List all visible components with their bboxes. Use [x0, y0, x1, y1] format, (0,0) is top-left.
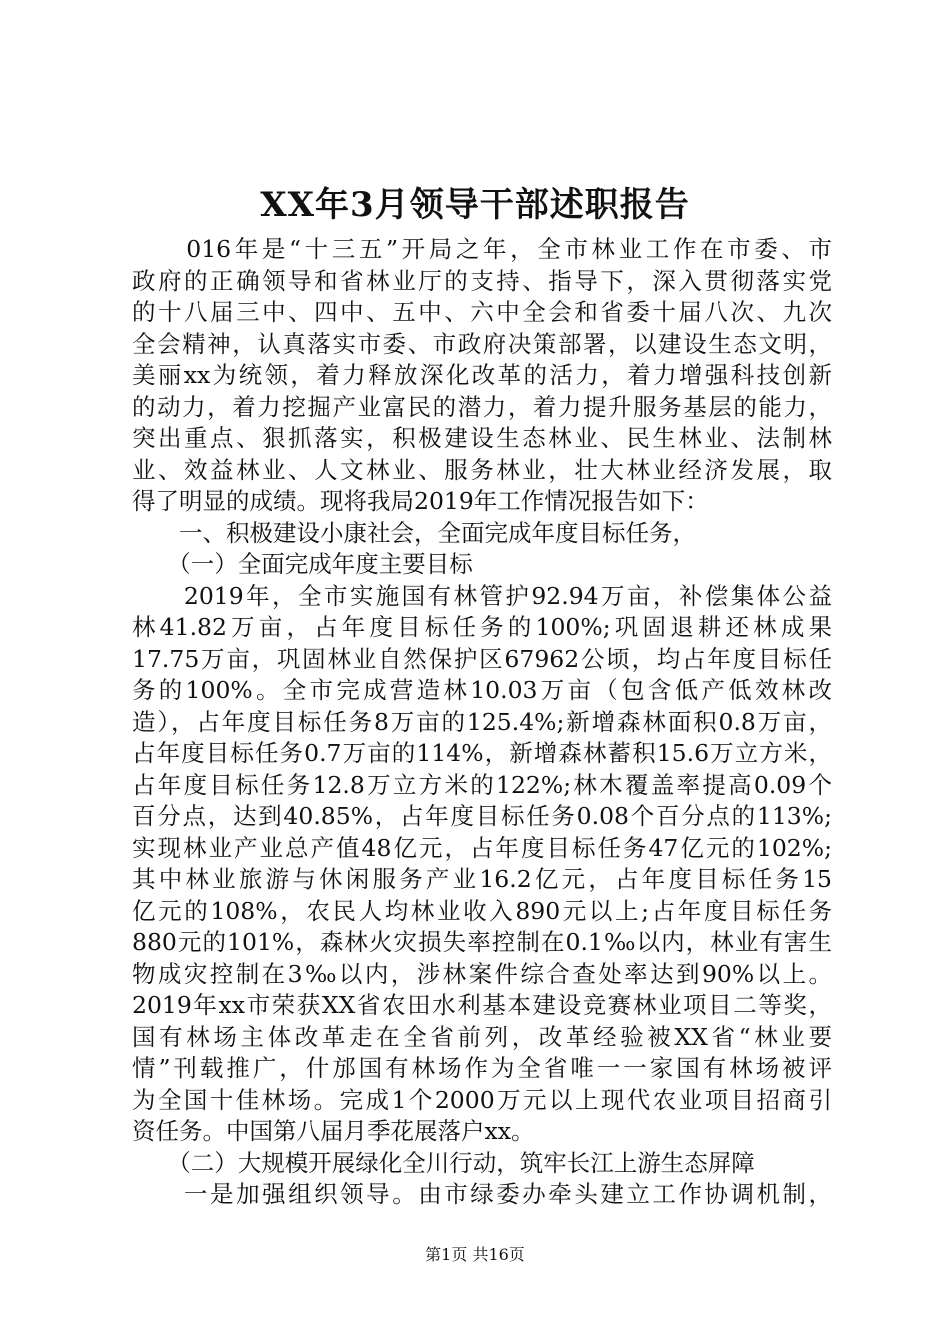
body-text-line: 资任务。中国第八届月季花展落户xx。	[132, 1117, 535, 1145]
body-text-line: 一、积极建设小康社会，全面完成年度目标任务，	[132, 518, 696, 547]
body-text-line: 17.75万亩，巩固林业自然保护区67962公顷，均占年度目标任	[132, 644, 832, 673]
body-text-line: 情”刊载推广，什邡国有林场作为全省唯一一家国有林场被评	[132, 1054, 832, 1082]
body-text-line: 务的100%。全市完成营造林10.03万亩（包含低产低效林改	[132, 676, 832, 704]
body-text-line: 林41.82万亩，占年度目标任务的100%;巩固退耕还林成果	[132, 613, 832, 641]
body-text-line: 的动力，着力挖掘产业富民的潜力，着力提升服务基层的能力，	[132, 392, 832, 421]
body-text-line: 其中林业旅游与休闲服务产业16.2亿元，占年度目标任务15	[132, 865, 832, 893]
body-text-line: （二）大规模开展绿化全川行动，筑牢长江上游生态屏障	[132, 1148, 755, 1177]
body-text-line: 016年是“十三五”开局之年，全市林业工作在市委、市	[132, 235, 832, 263]
body-text-line: 美丽xx为统领，着力释放深化改革的活力，着力增强科技创新	[132, 361, 832, 389]
body-text-line: 得了明显的成绩。现将我局2019年工作情况报告如下：	[132, 487, 709, 515]
body-text-line: 的十八届三中、四中、五中、六中全会和省委十届八次、九次	[132, 298, 832, 326]
body-text-line: 业、效益林业、人文林业、服务林业，壮大林业经济发展，取	[132, 455, 832, 484]
body-text-line: 占年度目标任务0.7万亩的114%，新增森林蓄积15.6万立方米，	[132, 739, 832, 767]
body-text-line: 百分点，达到40.85%，占年度目标任务0.08个百分点的113%;	[132, 802, 832, 830]
body-text-line: 物成灾控制在3‰以内，涉林案件综合查处率达到90%以上。	[132, 959, 832, 988]
body-text-line: 亿元的108%，农民人均林业收入890元以上;占年度目标任务	[132, 896, 832, 925]
body-text-line: 全会精神，认真落实市委、市政府决策部署，以建设生态文明，	[132, 329, 832, 358]
body-text-line: 造），占年度目标任务8万亩的125.4%;新增森林面积0.8万亩，	[132, 707, 832, 736]
body-text-line: 2019年xx市荣获XX省农田水利基本建设竞赛林业项目二等奖，	[132, 991, 832, 1019]
document-body	[132, 234, 832, 1211]
body-text-line: 占年度目标任务12.8万立方米的122%;林木覆盖率提高0.09个	[132, 770, 832, 799]
body-text-line: 突出重点、狠抓落实，积极建设生态林业、民生林业、法制林	[132, 424, 832, 452]
page-footer: 第1页 共16页	[425, 1245, 525, 1264]
body-text-line: 一是加强组织领导。由市绿委办牵头建立工作协调机制，	[132, 1180, 832, 1208]
page-title: XX年3月领导干部述职报告	[260, 185, 690, 225]
body-text-line: 为全国十佳林场。完成1个2000万元以上现代农业项目招商引	[132, 1085, 832, 1114]
body-text-line: 国有林场主体改革走在全省前列，改革经验被XX省“林业要	[132, 1022, 832, 1051]
body-text-line: 880元的101%，森林火灾损失率控制在0.1‰以内，林业有害生	[132, 928, 832, 956]
body-text-line: 2019年，全市实施国有林管护92.94万亩，补偿集体公益	[132, 581, 832, 610]
body-text-line: 政府的正确领导和省林业厅的支持、指导下，深入贯彻落实党	[132, 266, 832, 295]
body-text-line: （一）全面完成年度主要目标	[132, 550, 473, 578]
body-text-line: 实现林业产业总产值48亿元，占年度目标任务47亿元的102%;	[132, 833, 832, 862]
